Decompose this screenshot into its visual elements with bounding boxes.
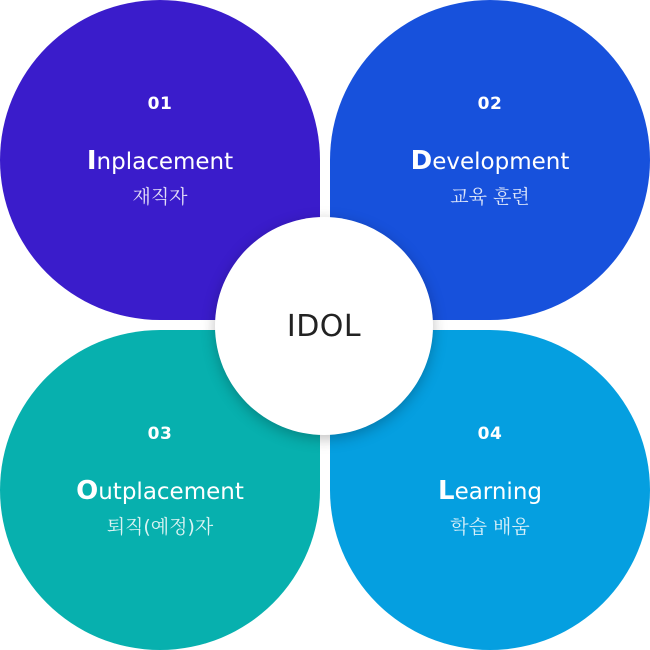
title-initial: L: [437, 476, 455, 506]
quadrant-title: [0, 146, 320, 177]
title-rest: earning: [454, 479, 543, 505]
center-circle-idol: IDOL: [215, 217, 433, 435]
quadrant-title: [330, 476, 650, 507]
quadrant-korean-label: 교육 훈련: [450, 186, 530, 208]
quadrant-number: 01: [147, 94, 173, 114]
quadrant-number: 03: [147, 424, 173, 444]
quadrant-korean-label: 학습 배움: [450, 516, 530, 538]
quadrant-number: 04: [477, 424, 503, 444]
quadrant-title: [0, 476, 320, 507]
quadrant-korean-label: 퇴직(예정)자: [106, 516, 214, 538]
title-rest: evelopment: [432, 149, 570, 175]
title-initial: I: [86, 146, 97, 176]
title-initial: O: [76, 476, 99, 506]
quadrant-korean-label: 재직자: [132, 186, 188, 208]
quadrant-number: 02: [477, 94, 503, 114]
title-rest: utplacement: [98, 479, 244, 505]
quadrant-title: [330, 146, 650, 177]
title-initial: D: [410, 146, 433, 176]
title-rest: nplacement: [96, 149, 234, 175]
